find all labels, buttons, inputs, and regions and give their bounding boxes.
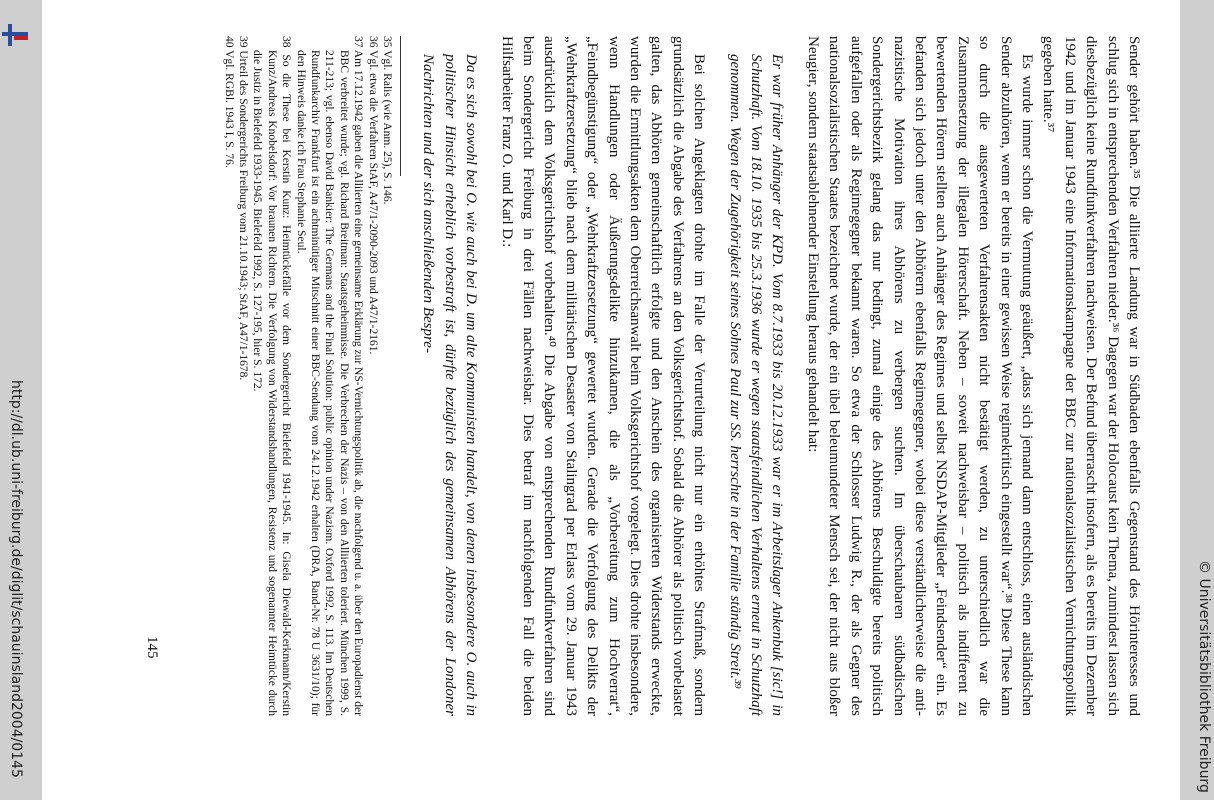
- footnote-37: 37 Am 17.12.1942 gaben die Alliierten eine gemeinsame Erklärung zur NS-Vernichtungspolitik ab, die nachfolgend u. a. über den Europadienst der BBC verbreitet wurde; vgl. Richard Breitman: Staatsgeheimnisse. Die Verbrechen der Nazis – von den Alliierten toleriert. München 1999, S. 211-213; vgl. ebenso David Bankier: The Germans and the Final Solution: public opinion under Nazism. Oxford 1992, S. 113. Im Deutschen Rundfunkarchiv Frankfurt ist ein achtminütiger Mitschnitt einer BBC-Sendung vom 24.12.1942 erhalten (DRA, Band-Nr. 78 U 3631/10); für den Hinweis danke ich Frau Stephanie Seul.: [294, 36, 365, 716]
- quote-1: Er war früher Anhänger der KPD. Vom 8.7.1933 bis 20.12.1933 war er im Arbeitslager Ankenbuk [sic!] in Schutzhaft. Vom 18.10. 1935 bis 25.3.1936 wurde er wegen staatsfeindlichen Verhaltens erneut in Schutzhaft genommen. Wegen der Zugehörigkeit seines Sohnes Paul zur SS. herrschte in der Familie ständig Streit.³⁹: [726, 54, 786, 716]
- paragraph-1: Sender gehört haben.³⁵ Die alliierte Landung war in Südbaden ebenfalls Gegenstand des Hörinteresses und schlug sich in entsprechenden Verfahren nieder.³⁶ Dagegen war der Holocaust kein Thema, zumindest lassen sich diesbezüglich keine Rundfunkverfahren nachweisen. Der Befund überrascht insofern, als es bereits im Dezember 1942 und im Januar 1943 eine Informationskampagne der BBC zur nationalsozialistischen Vernichtungspolitik gegeben hatte.³⁷: [1040, 36, 1142, 716]
- viewer-corner-mark-icon: [0, 22, 40, 48]
- footnote-divider: [400, 36, 401, 176]
- quote-2: Da es sich sowohl bei O. wie auch bei D. um alte Kommunisten handelt, von denen insbesondere O. auch in politischer Hinsicht erheblich vorbestraft ist, dürfte bezüglich des gemeinsamen Abhörens der Londoner Nachrichten und der sich anschließenden Bespre-: [420, 54, 480, 716]
- paragraph-3: Bei solchen Angeklagten drohte im Falle der Verurteilung nicht nur ein erhöhtes Strafmaß, sondern grundsätzlich die Abgabe des Verfahrens an den Volksgerichtshof. Sobald die Abhörer als politisch vorbelastet galten, das Abhören gemeinschaftlich erfolgte und den Anschein des organisierten Widerstands erweckte, wurden die Ermittlungsakten dem Oberreichsanwalt beim Volksgerichtshof vorgelegt. Dies drohte insbesondere, wenn Handlungen oder Äußerungsdelikte hinzukamen, die als „Vorbereitung zum Hochverrat“, „Feindbegünstigung“ oder „Wehrkraftzersetzung“ gewertet wurden. Gerade die Verfolgung des Delikts der „Wehrkraftzersetzung“ blieb nach dem militärischen Desaster von Stalingrad per Erlass vom 29. Januar 1943 ausdrücklich dem Volksgerichtshof vorbehalten.⁴⁰ Die Abgabe von entsprechenden Rundfunkverfahren sind beim Sondergericht Freiburg in drei Fällen nachweisbar. Dies betraf im nachfolgenden Fall die beiden Hilfsarbeiter Franz O. und Karl D.:: [498, 36, 708, 716]
- page-number: 145: [144, 636, 160, 659]
- rotated-page-content: [42, 0, 1180, 800]
- body-text: [221, 36, 1144, 716]
- watermark-url: http://dl.ub.uni-freiburg.de/diglit/schauinsland2004/0145: [8, 380, 24, 778]
- footnote-40: 40 Vgl. RGBl. 1943 I, S. 76.: [222, 36, 235, 168]
- watermark-credit: © Universitätsbibliothek Freiburg: [1196, 560, 1212, 793]
- footnote-35: 35 Vgl. Ralis (wie Anm. 25), S. 146.: [381, 36, 393, 205]
- scanned-page: [42, 0, 1180, 800]
- footnote-39: 39 Urteil des Sondergerichts Freiburg vom 21.10.1943; StAF, A47/1-1678.: [236, 36, 249, 381]
- paragraph-2: Es wurde immer schon die Vermutung geäußert, „dass sich jemand dann entschloss, einen ausländischen Sender abzuhören, wenn er bereits in einer gewissen Weise regimekritisch eingestellt war“.³⁸ Diese These kann so durch die ausgewerteten Verfahrensakten nicht bestätigt werden, zu unterschiedlich war die Zusammensetzung der illegalen Hörerschaft. Neben – soweit nachweisbar – politisch als indifferent zu bewertenden Hörern stellten auch Anhänger des Regimes und selbst NSDAP-Mitglieder „Feindsender“ ein. Es befanden sich jedoch unter den Abhörern ebenfalls Regimegegner, wobei diese verständlicherweise die anti-nazistische Motivation ihres Abhörens zu verbergen suchten. Im überschaubaren südbadischen Sondergerichtsbezirk gelang das nur bedingt, zumal einige des Abhörens Beschuldigte bereits politisch aufgefallen oder als Regimegegner bekannt waren. So etwa der Schlosser Ludwig R., der als Gegner des nationalsozialistischen Staates bezeichnet wurde, der ein übel beleumundeter Mensch sei, der nicht aus bloßer Neugier, sondern staatsablehnender Einstellung heraus gehandelt hat:: [804, 36, 1035, 716]
- footnote-36: 36 Vgl. etwa die Verfahren StAF, A47/1-2090-2093 und A47/1-2161.: [366, 36, 379, 355]
- footnote-38: 38 So die These bei Kerstin Kunz: Heimtückefälle vor dem Sondergericht Bielefeld 1941-1945. In: Gisela Diewald-Kerkmann/Kerstin Kunz/Andreas Knobelsdorf: Vor braunen Richtern. Die Verfolgung von Widerstandshandlungen, Resistenz und sogenannter Heimtücke durch die Justiz in Bielefeld 1933-1945. Bielefeld 1992, S. 127-195, hier S. 172.: [251, 36, 293, 716]
